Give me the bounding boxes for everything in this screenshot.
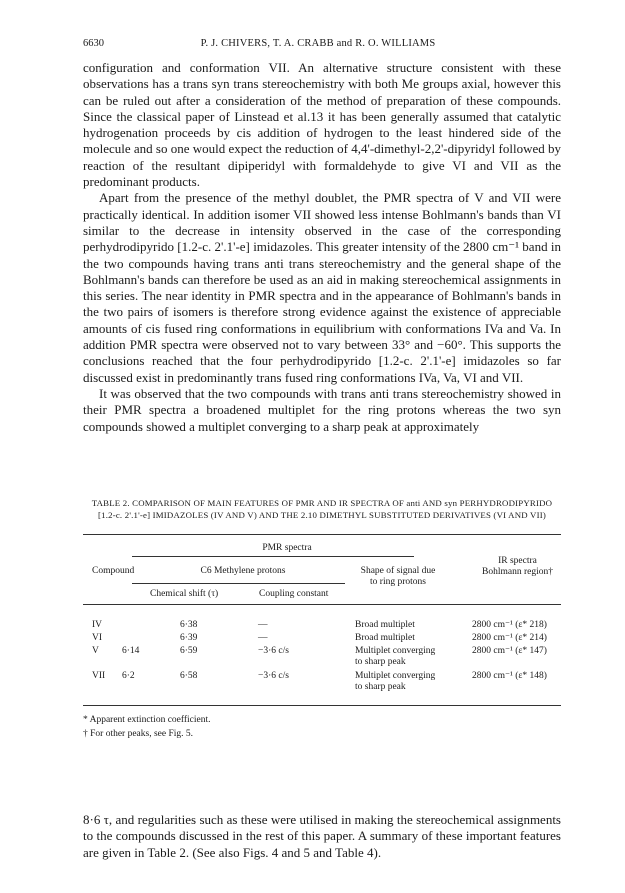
table-footnote: * Apparent extinction coefficient.: [83, 715, 211, 725]
table-caption-line: TABLE 2. COMPARISON OF MAIN FEATURES OF PMR AND IR SPECTRA OF anti AND syn PERHYDRODIPYRIDO: [91, 498, 553, 508]
table-top-rule: [83, 534, 561, 535]
cell-coupling: −3·6 c/s: [258, 646, 289, 656]
cell-shape-continued: to sharp peak: [355, 657, 406, 667]
paragraph: configuration and conformation VII. An alternative structure consistent with these observations has a trans syn trans stereochemistry with both Me groups axial, however this can be ruled out after a consideration of the method of preparation of these compounds. Since the classical paper of Linstead et al.13 it has been generally assumed that catalytic hydrogenation proceeds by cis addition of hydrogen to the least hindered side of the molecule and so one would expect the reduction of 4,4'-dimethyl-2,2'-dipyridyl followed by reaction of the resultant dipiperidyl with formaldehyde to give VI and VII as the predominant products.: [83, 60, 561, 190]
cell-ir: 2800 cm⁻¹ (ε* 218): [472, 620, 547, 630]
page-number: 6630: [83, 38, 104, 49]
header-shape-signal-2: to ring protons: [370, 577, 426, 587]
paragraph: It was observed that the two compounds with trans anti trans stereochemistry showed in their PMR spectra a broadened multiplet for the ring protons whereas the two syn compounds showed a multiplet converging to a sharp peak at approximately: [83, 385, 561, 434]
cell-shape: Multiplet converging: [355, 671, 436, 681]
cell-ir: 2800 cm⁻¹ (ε* 148): [472, 671, 547, 681]
cell-shape: Broad multiplet: [355, 633, 415, 643]
pmr-span-rule: [132, 556, 414, 557]
cell-coupling: —: [258, 620, 268, 630]
c6-span-rule: [132, 583, 345, 584]
body-text-upper: [83, 60, 561, 435]
table-caption-line: [1.2-c. 2'.1'-e] IMIDAZOLES (IV AND V) AND THE 2.10 DIMETHYL SUBSTITUTED DERIVATIVES (VI AND VII): [97, 510, 547, 520]
header-pmr-spectra: PMR spectra: [262, 543, 312, 553]
header-shape-signal-1: Shape of signal due: [360, 566, 436, 576]
cell-shape: Multiplet converging: [355, 646, 436, 656]
body-text-lower: [83, 812, 561, 861]
page-header: [83, 38, 553, 54]
header-compound: Compound: [92, 566, 135, 576]
paragraph: 8·6 τ, and regularities such as these were utilised in making the stereochemical assignments to the compounds discussed in the rest of this paper. A summary of these important features are given in Table 2. (See also Figs. 4 and 5 and Table 4).: [83, 812, 561, 860]
cell-shift-b: 6·58: [180, 671, 198, 681]
table-footnote: † For other peaks, see Fig. 5.: [83, 729, 194, 739]
cell-compound: V: [92, 646, 99, 656]
cell-shift-b: 6·59: [180, 646, 198, 656]
paragraph: Apart from the presence of the methyl doublet, the PMR spectra of V and VII were practically identical. In addition isomer VII showed less intense Bohlmann's bands than VI similar to the decrease in intensity observed in the case of the corresponding perhydrodipyrido [1.2-c. 2'.1'-e] imidazoles. This greater intensity of the 2800 cm⁻¹ band in the two compounds having trans anti trans stereochemistry and the general shape of the Bohlmann's bands can therefore be used as an aid in making stereochemical assignments in this series. The near identity in PMR spectra and in the appearance of Bohlmann's bands in the two pairs of isomers is therefore strong evidence against the existence of appreciable amounts of cis fused ring conformations in equilibrium with conformations IVa and Va. In addition PMR spectra were observed not to vary between 33° and −60°. This supports the conclusions reached that the four perhydrodipyrido [1.2-c. 2'.1'-e] imidazoles so far discussed exist in predominantly trans fused ring conformations IVa, Va, VI and VII.: [83, 190, 561, 385]
table-bottom-rule: [83, 705, 561, 706]
header-chemical-shift: Chemical shift (τ): [150, 589, 219, 599]
cell-ir: 2800 cm⁻¹ (ε* 214): [472, 633, 547, 643]
header-coupling-constant: Coupling constant: [259, 589, 329, 599]
running-head-authors: P. J. CHIVERS, T. A. CRABB and R. O. WILLIAMS: [200, 38, 436, 49]
header-bohlmann-region: Bohlmann region†: [482, 567, 553, 577]
cell-shift-b: 6·38: [180, 620, 198, 630]
cell-shape: Broad multiplet: [355, 620, 415, 630]
cell-shape-continued: to sharp peak: [355, 682, 406, 692]
cell-coupling: −3·6 c/s: [258, 671, 289, 681]
cell-compound: VII: [92, 671, 106, 681]
header-ir-spectra: IR spectra: [498, 556, 537, 566]
cell-compound: VI: [92, 633, 103, 643]
cell-ir: 2800 cm⁻¹ (ε* 147): [472, 646, 547, 656]
cell-shift-a: 6·14: [122, 646, 140, 656]
table-caption: [83, 497, 561, 521]
cell-coupling: —: [258, 633, 268, 643]
header-c6-methylene: C6 Methylene protons: [200, 566, 286, 576]
table-header-rule: [83, 604, 561, 605]
cell-compound: IV: [92, 620, 103, 630]
cell-shift-a: 6·2: [122, 671, 135, 681]
cell-shift-b: 6·39: [180, 633, 198, 643]
